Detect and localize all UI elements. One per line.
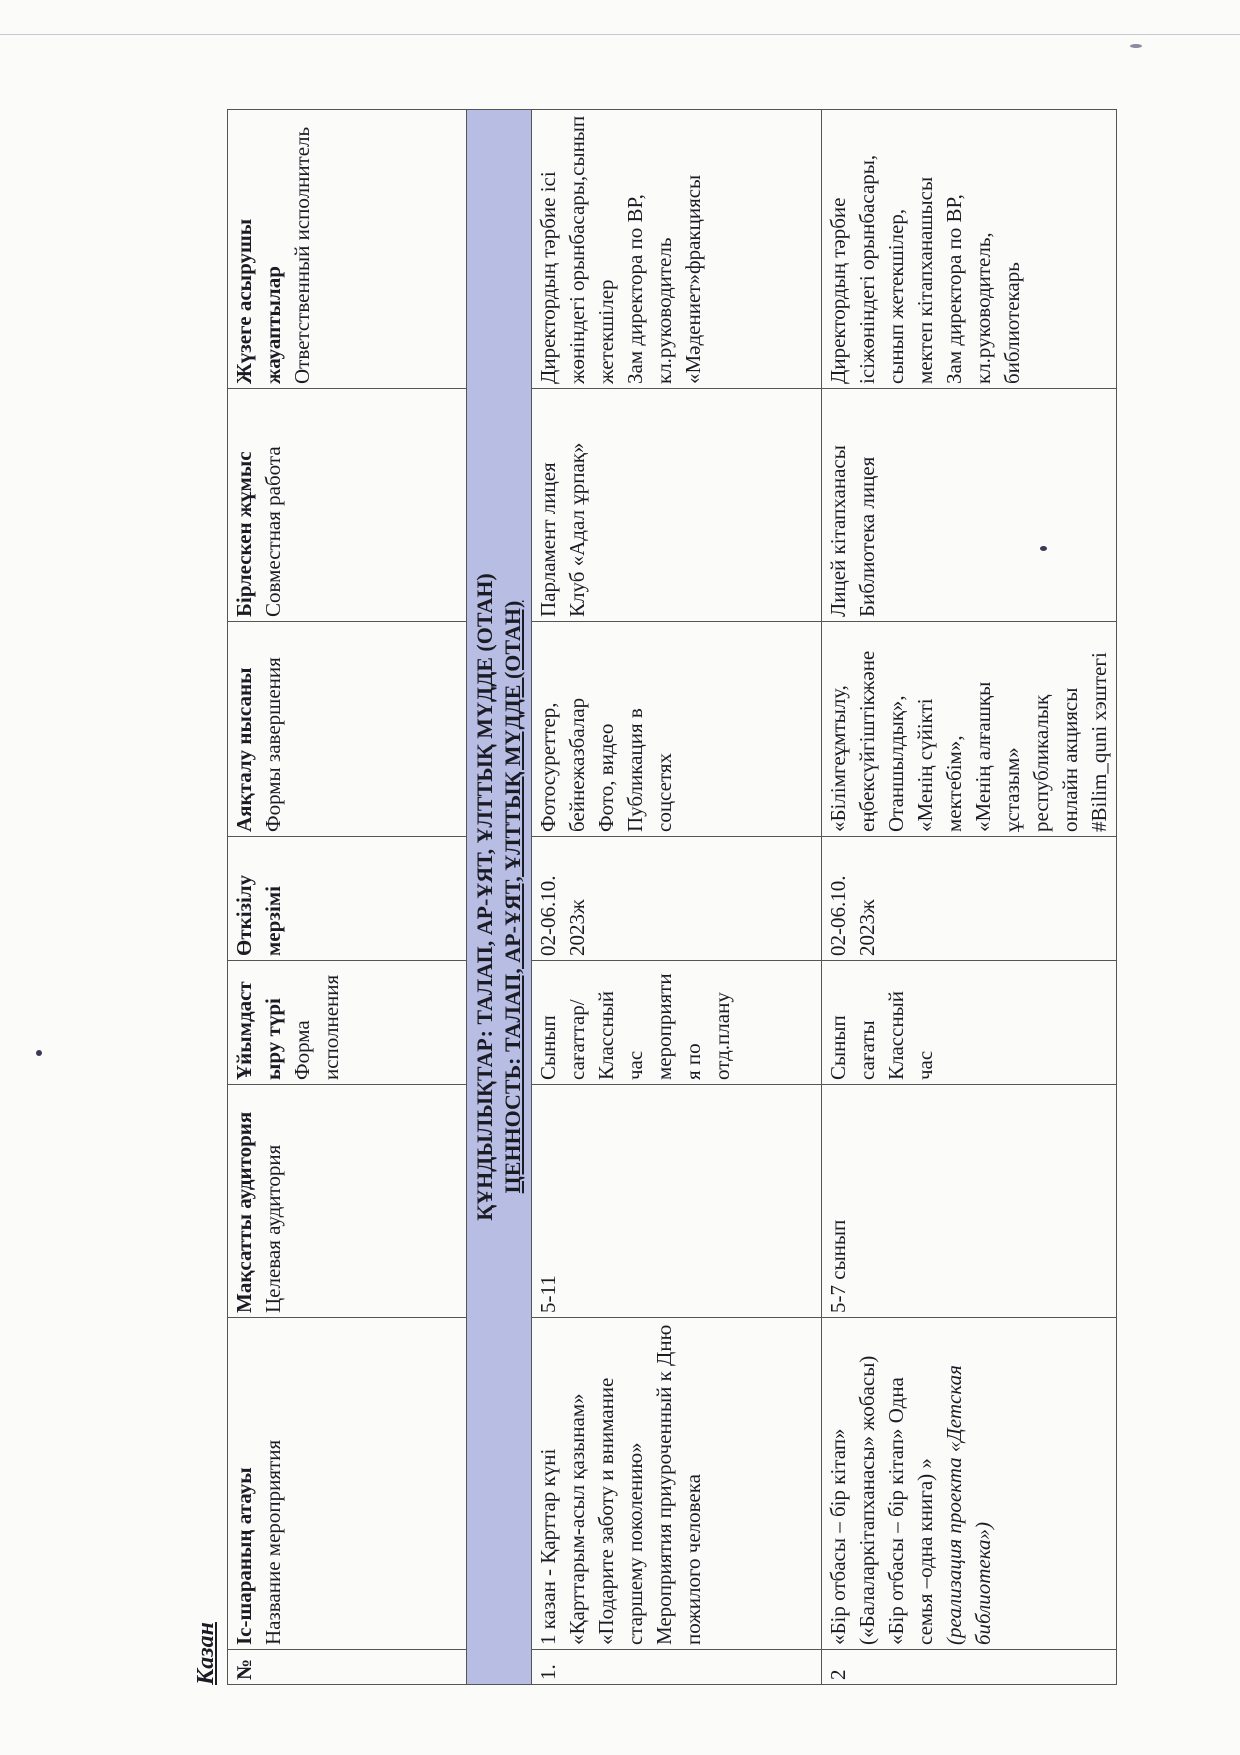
audience-cell: 5-7 сынып — [822, 1085, 1117, 1318]
responsible-cell: Директордың тәрбие ісі жөніндегі орынбасары,сынып жетекшілер Зам директора по ВР, кл.руководитель «Мәдениет»фракциясы — [532, 110, 822, 389]
result-cell: «Білімгеұмтылу, еңбексүйгіштікжәне Отаншылдық», «Менің сүйікті мектебім», «Менің алғашқы ұстазым» республикалық онлайн акциясы #Bilim_quni хэштегі — [822, 622, 1117, 837]
ink-speck — [36, 1050, 42, 1056]
joint-work-cell: Парламент лицея Клуб «Адал ұрпақ» — [532, 389, 822, 622]
date-cell: 02-06.10. 2023ж — [532, 837, 822, 961]
form-cell: Сынып сағаты Классный час — [822, 961, 1117, 1085]
event-plan-table — [227, 109, 1117, 1685]
audience-cell: 5-11 — [532, 1085, 822, 1318]
values-line-kz: ҚҰНДЫЛЫҚТАР: ТАЛАП, АР-ҰЯТ, ҰЛТТЫҚ МҮДДЕ (ОТАН) — [472, 573, 497, 1221]
responsible-cell: Директордың тәрбие ісіжөніндегі орынбасары, сынып жетекшілер, мектеп кітапханашысы Зам директора по ВР, кл.руководитель, библиотекарь — [822, 110, 1117, 389]
values-banner — [467, 110, 532, 1685]
header-date: Өткізілу мерзімі — [228, 837, 467, 961]
header-responsible: Жүзеге асырушы жауаптылар Ответственный исполнитель — [228, 110, 467, 389]
result-cell: Фотосуреттер, бейнежазбалар Фото, видео Публикация в соцсетях — [532, 622, 822, 837]
header-target-audience: Мақсатты аудитория Целевая аудитория — [228, 1085, 467, 1318]
date-cell: 02-06.10. 2023ж — [822, 837, 1117, 961]
event-name-cell: 1 казан - Қарттар күні «Қарттарым-асыл қазынам» «Подарите заботу и внимание старшему поколению» Мероприятия приуроченный к Дню пожилого человека — [532, 1318, 822, 1650]
ink-speck — [1130, 44, 1142, 48]
rotated-document — [193, 110, 1123, 1685]
row-number: 2 — [822, 1650, 1117, 1685]
values-banner-row — [467, 110, 532, 1685]
event-name-cell: «Бір отбасы – бір кітап» («Балаларкітапханасы» жобасы) «Бір отбасы – бір кітап» Одна семья –одна книга) » (реализация проекта «Детская библиотека») — [822, 1318, 1117, 1650]
header-number: № — [228, 1650, 467, 1685]
table-header-row — [228, 110, 467, 1685]
joint-work-cell: Лицей кітапханасы Библиотека лицея — [822, 389, 1117, 622]
header-joint-work: Бірлескен жұмыс Совместная работа — [228, 389, 467, 622]
values-line-ru: ЦЕННОСТЬ: ТАЛАП, АР-ҰЯТ, ҰЛТТЫҚ МҮДДЕ (ОТАН) — [500, 600, 525, 1194]
row-number: 1. — [532, 1650, 822, 1685]
scan-edge-line — [0, 34, 1240, 35]
header-organization-form: Ұйымдастыру түрі Форма исполнения — [228, 961, 467, 1085]
month-title: Казан — [193, 1622, 219, 1685]
header-event-name: Іс-шараның атауы Название мероприятия — [228, 1318, 467, 1650]
form-cell: Сынып сағаттар/ Классный час мероприятия по отд.плану — [532, 961, 822, 1085]
table-row — [822, 110, 1117, 1685]
table-row — [532, 110, 822, 1685]
header-completion-form: Аяқталу нысаны Формы завершения — [228, 622, 467, 837]
